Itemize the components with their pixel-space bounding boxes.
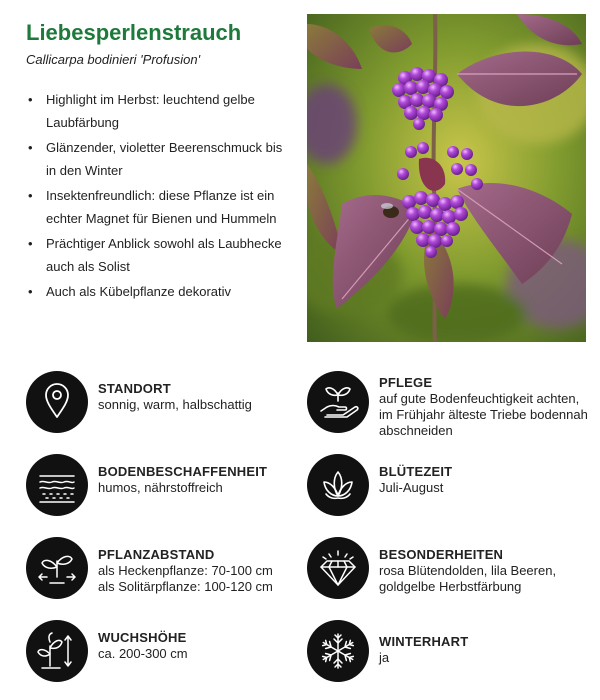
feature-text: sonnig, warm, halbschattig [98,397,252,412]
feature-bodenbeschaffenheit [26,454,306,518]
bullet-item: • Highlight im Herbst: leuchtend gelbe Laubfärbung [26,88,288,134]
product-title: Liebesperlenstrauch [26,20,242,45]
feature-bluetezeit [307,454,587,518]
feature-title: PFLANZABSTAND [98,547,215,562]
plant-spacing-icon [26,537,88,599]
plant-height-icon [26,620,88,682]
feature-text: ja [379,650,390,665]
bullet-item: • Insektenfreundlich: diese Pflanze ist ein echter Magnet für Bienen und Hummeln [26,184,288,230]
feature-title: WUCHSHÖHE [98,630,187,645]
feature-title: PFLEGE [379,375,433,390]
feature-text: als Heckenpflanze: 70-100 cm als Solitärpflanze: 100-120 cm [98,563,273,594]
feature-wuchshoehe [26,620,306,684]
snowflake-icon [307,620,369,682]
callicarpa-berries-photo [307,14,586,342]
feature-text: rosa Blütendolden, lila Beeren, goldgelbe Herbstfärbung [379,563,557,594]
botanical-name: Callicarpa bodinieri 'Profusion' [26,52,201,67]
feature-title: BODENBESCHAFFENHEIT [98,464,268,479]
feature-text: Juli-August [379,480,444,495]
bullet-item: • Prächtiger Anblick sowohl als Laubhecke auch als Solist [26,232,288,278]
feature-title: STANDORT [98,381,171,396]
feature-pflege [307,371,588,438]
hand-sprout-icon [307,371,369,433]
feature-standort [26,371,306,435]
bullet-item: • Glänzender, violetter Beerenschmuck bis in den Winter [26,136,288,182]
feature-title: BESONDERHEITEN [379,547,504,562]
diamond-icon [307,537,369,599]
feature-winterhart [307,620,587,684]
feature-text: auf gute Bodenfeuchtigkeit achten, im Frühjahr älteste Triebe bodennah abschneiden [379,391,588,438]
feature-pflanzabstand [26,537,306,601]
soil-layers-icon [26,454,88,516]
feature-title: WINTERHART [379,634,469,649]
lotus-flower-icon [307,454,369,516]
product-photo [307,14,586,342]
feature-text: humos, nährstoffreich [98,480,223,495]
feature-bullet-list [26,88,288,305]
feature-text: ca. 200-300 cm [98,646,188,661]
location-pin-icon [26,371,88,433]
feature-title: BLÜTEZEIT [379,464,453,479]
bullet-item: • Auch als Kübelpflanze dekorativ [26,280,288,303]
feature-besonderheiten [307,537,587,601]
